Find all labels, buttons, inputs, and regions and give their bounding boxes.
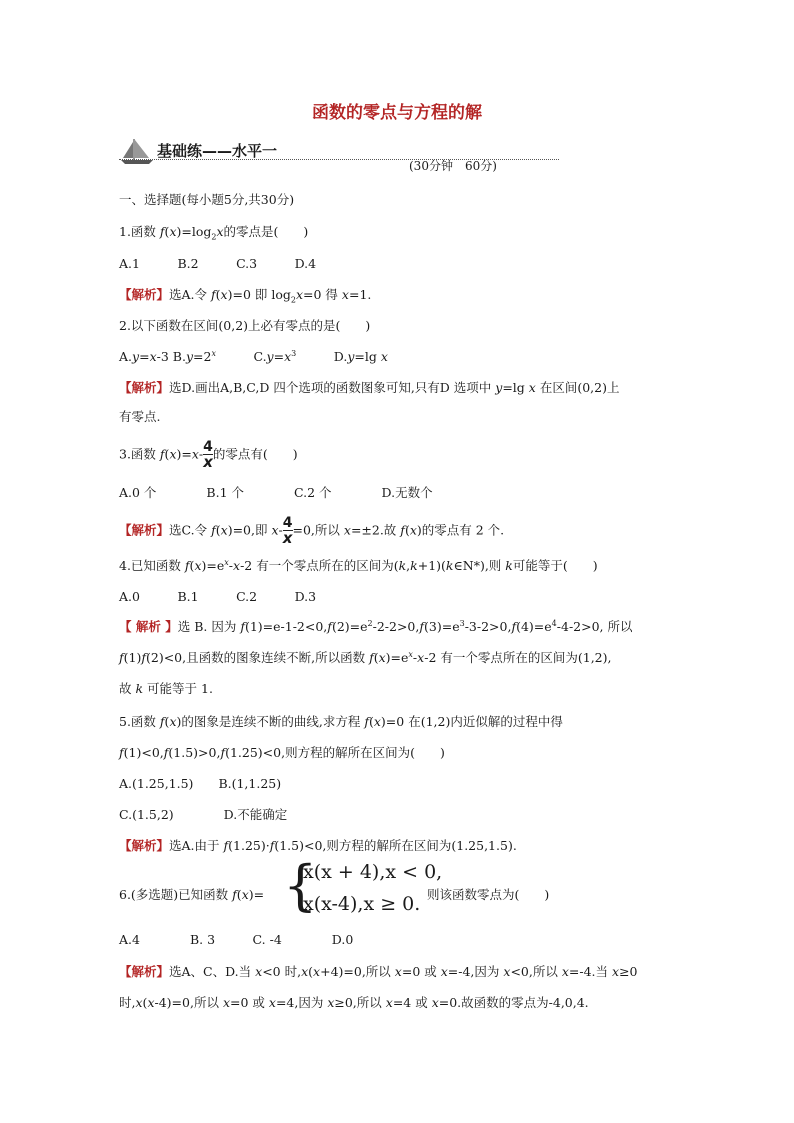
question-1-options: A.1 B.2 C.3 D.4	[119, 256, 317, 271]
question-1-answer: 【解析】选A.令 f(x)=0 即 $\log_2x=0$ 得 x=1.	[119, 287, 372, 305]
question-5-stem: 5.函数 f(x)的图象是连续不断的曲线,求方程 f(x)=0 在(1,2)内近似解的过程中得	[119, 714, 563, 729]
question-5-answer: 【解析】选A.由于 f(1.25)·f(1.5)<0,则方程的解所在区间为(1.25,1.5).	[119, 838, 517, 853]
question-2-stem: 2.以下函数在区间(0,2)上必有零点的是( )	[119, 318, 371, 333]
part-heading: 一、选择题(每小题5分,共30分)	[119, 192, 295, 207]
question-4-stem: 4.已知函数 $f(x)=e^x-x-2$ 有一个零点所在的区间为(k,k+1)(k∈N*),则 k可能等于( )	[119, 557, 598, 573]
piecewise-case-1: x(x + 4),x < 0,	[303, 861, 443, 883]
question-5-stem-cont: f(1)<0,f(1.5)>0,f(1.25)<0,则方程的解所在区间为( )	[119, 745, 445, 760]
fraction: $\frac{4}{x}$	[203, 439, 213, 471]
piecewise-case-2: x(x-4),x ≥ 0.	[303, 893, 421, 915]
question-2-answer-cont: 有零点.	[119, 409, 161, 424]
question-6-stem-tail: 则该函数零点为( )	[427, 887, 550, 902]
fraction: $\frac{4}{x}$	[282, 515, 293, 547]
question-3-stem: 3.函数 f(x)=x- $\frac{4}{x}$ 的零点有( )	[119, 439, 298, 471]
question-4-answer: 【 解析 】选 B. 因为 $f(1)=e-1-2<0,f(2)=e^2-2-2>0,f(3)=e^3-3-2>0,f(4)=e^4-4-2>0$, 所以	[119, 618, 633, 634]
section-time: (30分钟 60分)	[409, 159, 497, 173]
section-title: 基础练——水平一	[157, 142, 278, 160]
question-5-options-1: A.(1.25,1.5) B.(1,1.25)	[119, 776, 282, 791]
question-5-options-2: C.(1.5,2) D.不能确定	[119, 807, 288, 822]
question-6-answer-cont: 时,x(x-4)=0,所以 x=0 或 x=4,因为 x≥0,所以 x=4 或 x=0.故函数的零点为-4,0,4.	[119, 995, 589, 1010]
piecewise-brace: {	[283, 854, 318, 917]
question-2-options: A.y=x-3 $B.y=2^x$ $C.y=x^3$ D.y=lg x	[119, 348, 388, 364]
section-header	[119, 138, 559, 174]
question-3-options: A.0 个 B.1 个 C.2 个 D.无数个	[119, 485, 433, 500]
question-6-options: A.4 B. 3 C. -4 D.0	[119, 932, 354, 947]
question-4-options: A.0 B.1 C.2 D.3	[119, 589, 317, 604]
question-4-answer-end: 故 k 可能等于 1.	[119, 681, 213, 696]
page-title: 函数的零点与方程的解	[312, 103, 482, 123]
question-1-stem: 1.函数 $f(x)=\log_2x$的零点是( )	[119, 224, 309, 242]
question-4-answer-cont: f(1)f(2)<0,且函数的图象连续不断,所以函数 $f(x)=e^x-x-2$ 有一个零点所在的区间为(1,2),	[119, 649, 612, 665]
question-3-answer: 【解析】选C.令 f(x)=0,即 x- $\frac{4}{x}$ =0,所以 x=±2.故 f(x)的零点有 2 个.	[119, 515, 505, 547]
ship-icon	[119, 138, 155, 164]
question-2-answer: 【解析】选D.画出A,B,C,D 四个选项的函数图象可知,只有D 选项中 y=lg x 在区间(0,2)上	[119, 380, 620, 395]
question-6-answer: 【解析】选A、C、D.当 x<0 时,x(x+4)=0,所以 x=0 或 x=-4,因为 x<0,所以 x=-4.当 x≥0	[119, 964, 638, 979]
